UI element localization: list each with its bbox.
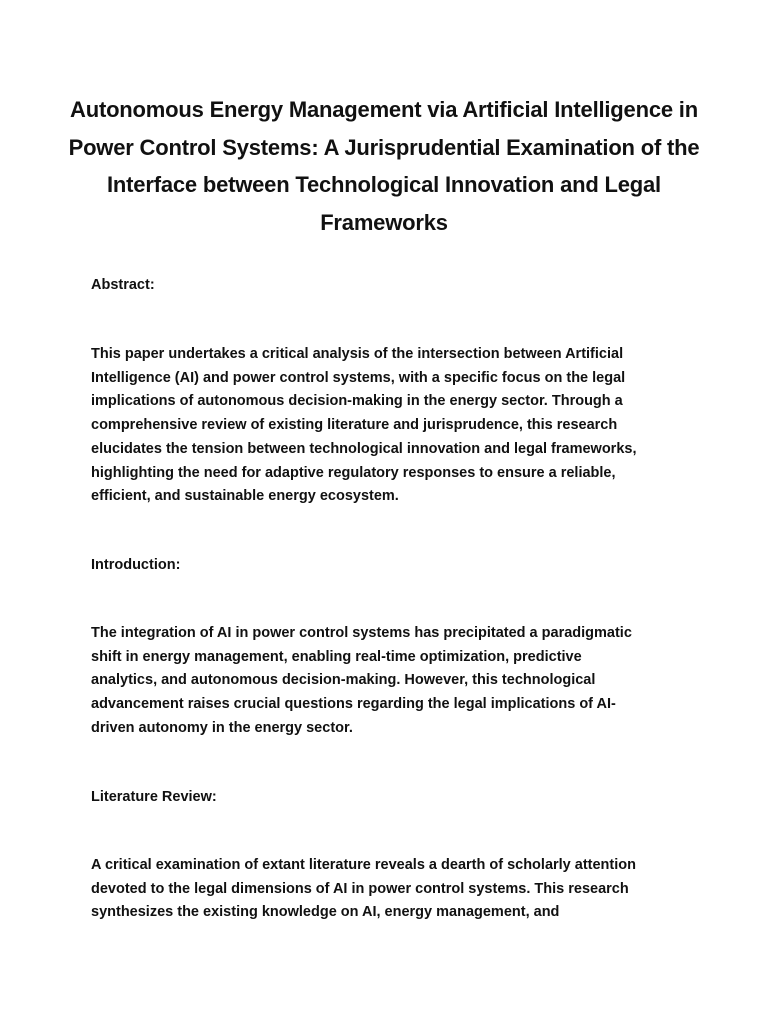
literature-review-paragraph (91, 854, 691, 925)
paragraph-line: Intelligence (AI) and power control systems, with a specific focus on the legal (91, 369, 626, 386)
paragraph-line: advancement raises crucial questions regarding the legal implications of AI- (91, 696, 616, 713)
introduction-heading: Introduction: (91, 557, 181, 573)
paragraph-line: elucidates the tension between technological innovation and legal frameworks, (91, 440, 637, 457)
paragraph-line: shift in energy management, enabling real-time optimization, predictive (91, 648, 582, 665)
paragraph-line: driven autonomy in the energy sector. (91, 719, 353, 736)
paragraph-line: This paper undertakes a critical analysis of the intersection between Artificial (91, 346, 624, 362)
literature-review-heading: Literature Review: (91, 789, 217, 805)
paragraph-line: The integration of AI in power control systems has precipitated a paradigmatic (91, 625, 632, 641)
abstract-paragraph (91, 343, 691, 509)
paragraph-line: efficient, and sustainable energy ecosystem. (91, 488, 399, 505)
paragraph-line: highlighting the need for adaptive regulatory responses to ensure a reliable, (91, 464, 616, 481)
paragraph-line: analytics, and autonomous decision-making. However, this technological (91, 672, 596, 689)
paragraph-line: A critical examination of extant literature reveals a dearth of scholarly attention (91, 857, 636, 873)
introduction-paragraph (91, 622, 691, 741)
paragraph-line: devoted to the legal dimensions of AI in power control systems. This research (91, 880, 629, 897)
paragraph-line: comprehensive review of existing literature and jurisprudence, this research (91, 417, 618, 434)
paragraph-line: implications of autonomous decision-making in the energy sector. Through a (91, 393, 623, 410)
abstract-heading: Abstract: (91, 277, 155, 293)
paper-title: Autonomous Energy Management via Artificial Intelligence in Power Control Systems: A Jurisprudential Examination of the Interface between Technological Innovation and Legal Frameworks (68, 97, 700, 235)
paragraph-line: synthesizes the existing knowledge on AI, energy management, and (91, 904, 560, 921)
